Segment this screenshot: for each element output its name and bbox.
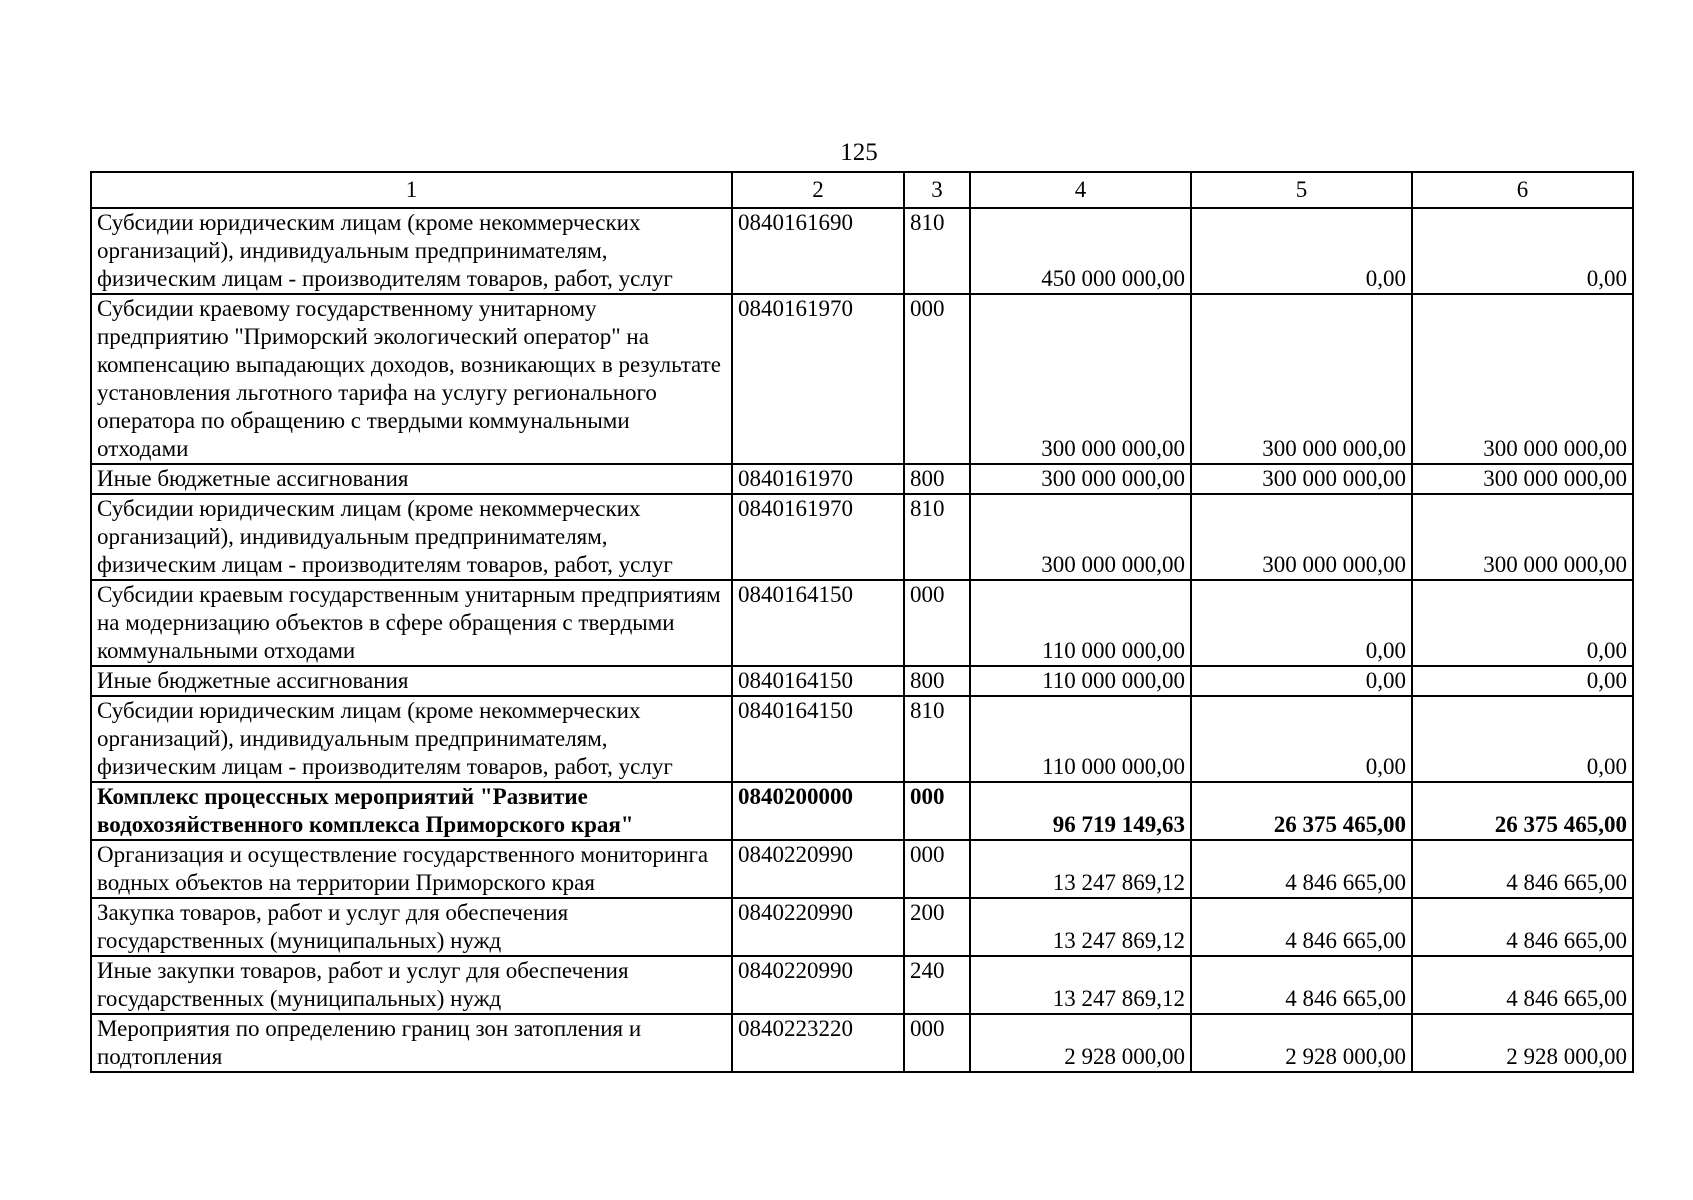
- column-header-4: 4: [970, 172, 1191, 208]
- row-amount-col5-cell: 4 846 665,00: [1191, 956, 1412, 1014]
- row-amount-col6-cell: 300 000 000,00: [1412, 464, 1633, 494]
- row-code-cell: 0840164150: [732, 580, 904, 666]
- row-code-cell: 0840161970: [732, 464, 904, 494]
- budget-table: [90, 171, 1634, 1073]
- row-kvr-cell: 000: [904, 294, 970, 464]
- row-code-cell: 0840220990: [732, 956, 904, 1014]
- row-code-cell: 0840161690: [732, 208, 904, 294]
- table-row: [91, 696, 1633, 782]
- row-kvr-cell: 000: [904, 840, 970, 898]
- table-row: [91, 840, 1633, 898]
- table-row: [91, 898, 1633, 956]
- row-name-cell: Субсидии юридическим лицам (кроме некоммерческих организаций), индивидуальным предпринимателям, физическим лицам - производителям товаров, работ, услуг: [91, 494, 732, 580]
- row-amount-col6-cell: 26 375 465,00: [1412, 782, 1633, 840]
- column-header-1: 1: [91, 172, 732, 208]
- row-amount-col5-cell: 26 375 465,00: [1191, 782, 1412, 840]
- row-code-cell: 0840164150: [732, 696, 904, 782]
- row-code-cell: 0840161970: [732, 294, 904, 464]
- row-amount-col5-cell: 300 000 000,00: [1191, 494, 1412, 580]
- row-code-cell: 0840161970: [732, 494, 904, 580]
- table-row: [91, 294, 1633, 464]
- row-amount-col4-cell: 110 000 000,00: [970, 666, 1191, 696]
- page-number: 125: [840, 139, 878, 166]
- row-amount-col4-cell: 13 247 869,12: [970, 898, 1191, 956]
- row-code-cell: 0840200000: [732, 782, 904, 840]
- row-name-cell: Организация и осуществление государственного мониторинга водных объектов на территории Приморского края: [91, 840, 732, 898]
- row-kvr-cell: 200: [904, 898, 970, 956]
- table-row: [91, 494, 1633, 580]
- column-header-6: 6: [1412, 172, 1633, 208]
- table-row: [91, 580, 1633, 666]
- row-name-cell: Иные закупки товаров, работ и услуг для обеспечения государственных (муниципальных) нужд: [91, 956, 732, 1014]
- row-amount-col5-cell: 0,00: [1191, 696, 1412, 782]
- row-amount-col4-cell: 450 000 000,00: [970, 208, 1191, 294]
- row-amount-col5-cell: 0,00: [1191, 580, 1412, 666]
- row-name-cell: Субсидии юридическим лицам (кроме некоммерческих организаций), индивидуальным предпринимателям, физическим лицам - производителям товаров, работ, услуг: [91, 208, 732, 294]
- row-amount-col4-cell: 300 000 000,00: [970, 494, 1191, 580]
- row-name-cell: Субсидии юридическим лицам (кроме некоммерческих организаций), индивидуальным предпринимателям, физическим лицам - производителям товаров, работ, услуг: [91, 696, 732, 782]
- row-amount-col6-cell: 300 000 000,00: [1412, 494, 1633, 580]
- column-header-3: 3: [904, 172, 970, 208]
- row-code-cell: 0840164150: [732, 666, 904, 696]
- row-amount-col6-cell: 300 000 000,00: [1412, 294, 1633, 464]
- row-name-cell: Субсидии краевому государственному унитарному предприятию "Приморский экологический оператор" на компенсацию выпадающих доходов, возникающих в результате установления льготного тарифа на услугу регионального оператора по обращению с твердыми коммунальными отходами: [91, 294, 732, 464]
- row-amount-col6-cell: 4 846 665,00: [1412, 956, 1633, 1014]
- row-name-cell: Мероприятия по определению границ зон затопления и подтопления: [91, 1014, 732, 1072]
- row-amount-col5-cell: 4 846 665,00: [1191, 840, 1412, 898]
- row-amount-col5-cell: 2 928 000,00: [1191, 1014, 1412, 1072]
- row-amount-col5-cell: 300 000 000,00: [1191, 464, 1412, 494]
- row-amount-col4-cell: 110 000 000,00: [970, 696, 1191, 782]
- row-amount-col4-cell: 110 000 000,00: [970, 580, 1191, 666]
- row-kvr-cell: 800: [904, 464, 970, 494]
- row-amount-col6-cell: 0,00: [1412, 696, 1633, 782]
- table-row: [91, 956, 1633, 1014]
- table-header-row: [91, 172, 1633, 208]
- row-amount-col5-cell: 4 846 665,00: [1191, 898, 1412, 956]
- row-kvr-cell: 810: [904, 494, 970, 580]
- column-header-2: 2: [732, 172, 904, 208]
- table-row: [91, 208, 1633, 294]
- row-amount-col6-cell: 0,00: [1412, 580, 1633, 666]
- row-name-cell: Субсидии краевым государственным унитарным предприятиям на модернизацию объектов в сфере обращения с твердыми коммунальными отходами: [91, 580, 732, 666]
- row-kvr-cell: 000: [904, 1014, 970, 1072]
- row-kvr-cell: 240: [904, 956, 970, 1014]
- row-amount-col4-cell: 2 928 000,00: [970, 1014, 1191, 1072]
- row-name-cell: Иные бюджетные ассигнования: [91, 464, 732, 494]
- table-row: [91, 666, 1633, 696]
- row-amount-col6-cell: 4 846 665,00: [1412, 898, 1633, 956]
- row-name-cell: Иные бюджетные ассигнования: [91, 666, 732, 696]
- row-amount-col6-cell: 0,00: [1412, 666, 1633, 696]
- row-amount-col6-cell: 2 928 000,00: [1412, 1014, 1633, 1072]
- row-kvr-cell: 000: [904, 580, 970, 666]
- table-row: [91, 464, 1633, 494]
- row-name-cell: Закупка товаров, работ и услуг для обеспечения государственных (муниципальных) нужд: [91, 898, 732, 956]
- row-kvr-cell: 800: [904, 666, 970, 696]
- table-row: [91, 1014, 1633, 1072]
- row-amount-col5-cell: 300 000 000,00: [1191, 294, 1412, 464]
- row-amount-col5-cell: 0,00: [1191, 208, 1412, 294]
- row-amount-col4-cell: 13 247 869,12: [970, 956, 1191, 1014]
- row-amount-col5-cell: 0,00: [1191, 666, 1412, 696]
- row-amount-col4-cell: 13 247 869,12: [970, 840, 1191, 898]
- row-code-cell: 0840223220: [732, 1014, 904, 1072]
- row-amount-col4-cell: 300 000 000,00: [970, 294, 1191, 464]
- table-body: [91, 208, 1633, 1072]
- column-header-5: 5: [1191, 172, 1412, 208]
- row-code-cell: 0840220990: [732, 840, 904, 898]
- row-amount-col4-cell: 96 719 149,63: [970, 782, 1191, 840]
- row-name-cell: Комплекс процессных мероприятий "Развитие водохозяйственного комплекса Приморского края": [91, 782, 732, 840]
- row-amount-col6-cell: 4 846 665,00: [1412, 840, 1633, 898]
- row-amount-col6-cell: 0,00: [1412, 208, 1633, 294]
- row-code-cell: 0840220990: [732, 898, 904, 956]
- table-row: [91, 782, 1633, 840]
- row-kvr-cell: 810: [904, 208, 970, 294]
- row-kvr-cell: 810: [904, 696, 970, 782]
- row-kvr-cell: 000: [904, 782, 970, 840]
- row-amount-col4-cell: 300 000 000,00: [970, 464, 1191, 494]
